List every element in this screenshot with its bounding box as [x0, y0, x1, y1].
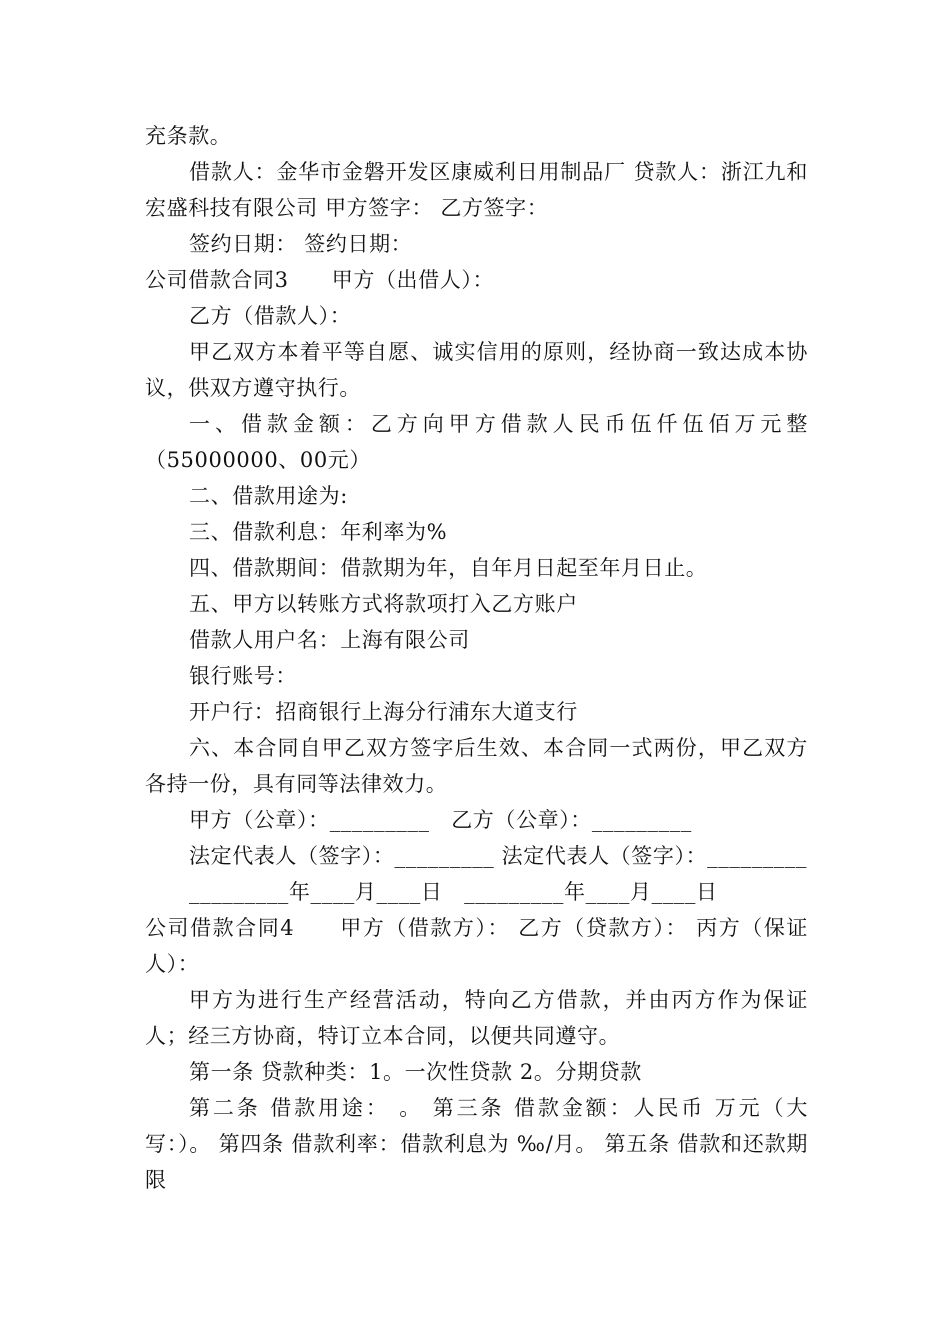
party-b-borrower: 乙方（借款人）： — [189, 304, 352, 328]
clause-loan-purpose: 二、借款用途为: — [189, 484, 348, 508]
clause-loan-amount: 一、借款金额：乙方向甲方借款人民币伍仟伍佰万元整（55000000、00元） — [145, 412, 808, 472]
paragraph-contract-4-preamble: 甲方为进行生产经营活动，特向乙方借款，并由丙方作为保证人；经三方协商，特订立本合同，以便共同遵守。 — [145, 988, 808, 1048]
paragraph-signing-dates: 签约日期： 签约日期： — [189, 232, 413, 256]
clause-loan-period: 四、借款期间：借款期为年，自年月日起至年月日止。 — [189, 556, 708, 580]
date-line: _________年____月____日 _________年____月____日 — [189, 880, 718, 904]
clause-loan-interest: 三、借款利息：年利率为% — [189, 520, 448, 544]
field-opening-bank: 开户行：招商银行上海分行浦东大道支行 — [189, 700, 578, 724]
representative-signature-line: 法定代表人（签字）：_________ 法定代表人（签字）：_________ — [189, 844, 808, 868]
articles-2-to-5: 第二条 借款用途： 。 第三条 借款金额：人民币 万元（大写：）。 第四条 借款利率：借款利息为 ‰/月。 第五条 借款和还款期限 — [145, 1096, 808, 1192]
document-body — [145, 118, 808, 1198]
field-bank-account: 银行账号： — [189, 664, 297, 688]
paragraph-signatories: 借款人：金华市金磐开发区康威利日用制品厂 贷款人：浙江九和宏盛科技有限公司 甲方签字： 乙方签字： — [145, 160, 808, 220]
contract-3-heading: 公司借款合同3 甲方（出借人）： — [145, 268, 495, 292]
seal-line: 甲方（公章）：_________ 乙方（公章）：_________ — [189, 808, 692, 832]
contract-4-heading: 公司借款合同4 甲方（借款方）： 乙方（贷款方）： 丙方（保证人）： — [145, 916, 808, 976]
clause-effectiveness: 六、本合同自甲乙双方签字后生效、本合同一式两份，甲乙双方各持一份，具有同等法律效力。 — [145, 736, 808, 796]
article-1-loan-type: 第一条 贷款种类：1。一次性贷款 2。分期贷款 — [189, 1060, 642, 1084]
clause-transfer-method: 五、甲方以转账方式将款项打入乙方账户 — [189, 592, 578, 616]
paragraph-preamble: 甲乙双方本着平等自愿、诚实信用的原则，经协商一致达成本协议，供双方遵守执行。 — [145, 340, 808, 400]
paragraph-clause-continuation: 充条款。 — [145, 124, 232, 148]
field-account-name: 借款人用户名：上海有限公司 — [189, 628, 470, 652]
